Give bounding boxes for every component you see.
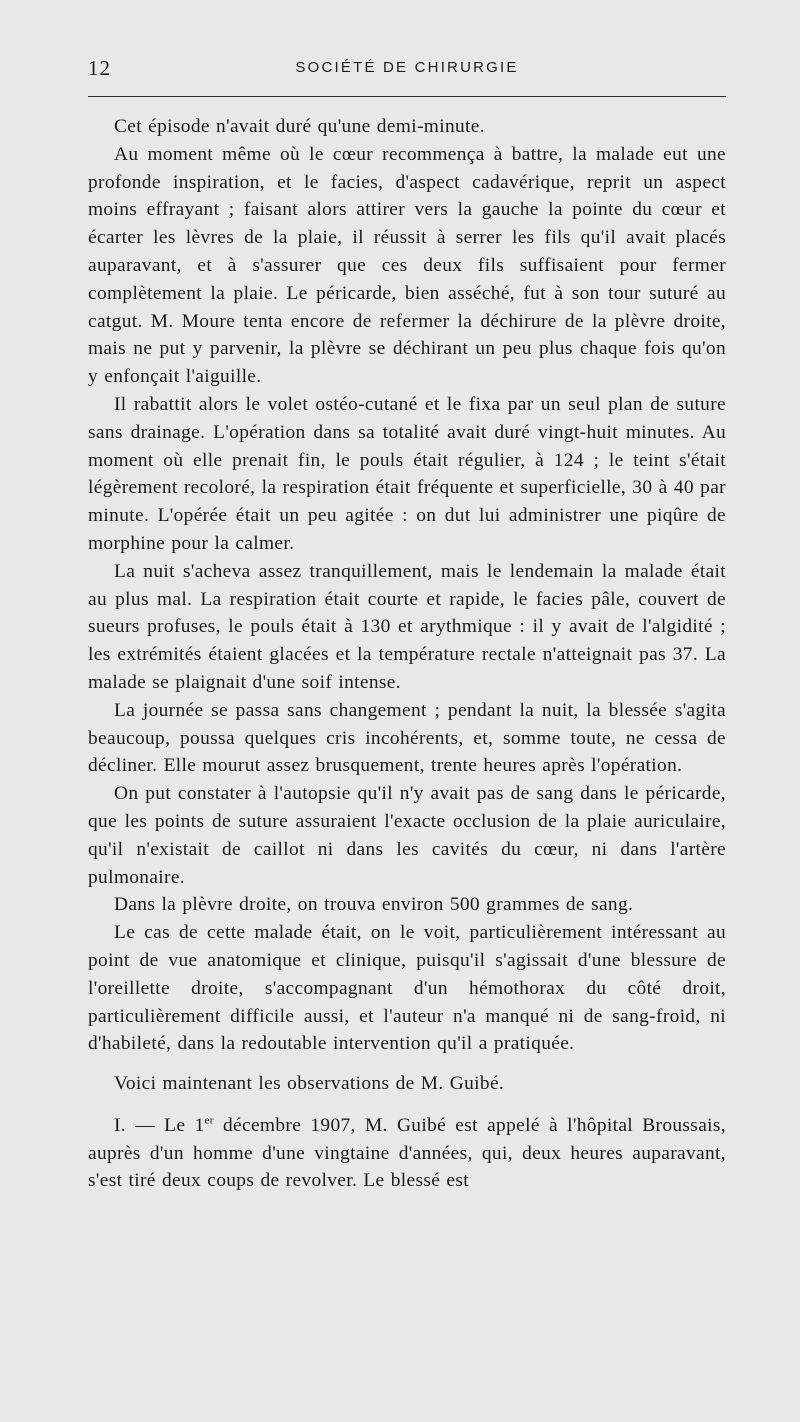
running-head: SOCIÉTÉ DE CHIRURGIE: [295, 59, 519, 76]
paragraph: On put constater à l'autopsie qu'il n'y avait pas de sang dans le péricarde, que les points de suture assuraient l'exacte occlusion de la plaie auriculaire, qu'il n'existait de caillot ni dans les cavités du cœur, ni dans l'artère pulmonaire.: [88, 783, 726, 888]
body-text: [88, 113, 726, 1195]
paragraph: La nuit s'acheva assez tranquillement, mais le lendemain la malade était au plus mal. La respiration était courte et rapide, le facies pâle, couvert de sueurs profuses, le pouls était à 130 et arythmique : il y avait de l'algidité ; les extrémités étaient glacées et la température rectale n'atteignait pas 37. La malade se plaignait d'une soif intense.: [88, 560, 726, 693]
observation-1: [88, 1112, 726, 1195]
paragraph: La journée se passa sans changement ; pendant la nuit, la blessée s'agita beaucoup, poussa quelques cris incohérents, et, somme toute, ne cessa de décliner. Elle mourut assez brusquement, trente heures après l'opération.: [88, 699, 726, 777]
observations-intro: Voici maintenant les observations de M. Guibé.: [114, 1073, 505, 1095]
paragraph: Le cas de cette malade était, on le voit, particulièrement intéressant au point de vue anatomique et clinique, puisqu'il s'agissait d'une blessure de l'oreillette droite, s'accompagnant d'un hémothorax du côté droit, particulièrement difficile aussi, et l'auteur n'a manqué ni de sang-froid, ni d'habileté, dans la redoutable intervention qu'il a pratiquée.: [88, 922, 726, 1055]
observation-1-sup: er: [204, 1114, 214, 1127]
paragraph: Au moment même où le cœur recommença à battre, la malade eut une profonde inspiration, et le facies, d'aspect cadavérique, reprit un aspect moins effrayant ; faisant alors attirer vers la gauche la pointe du cœur et écarter les lèvres de la plaie, il réussit à serrer les fils qu'il avait placés auparavant, et à s'assurer que ces deux fils suffisaient pour fermer complètement la plaie. Le péricarde, bien asséché, fut à son tour suturé au catgut. M. Moure tenta encore de refermer la déchirure de la plèvre droite, mais ne put y parvenir, la plèvre se déchirant un peu plus chaque fois qu'on y enfonçait l'aiguille.: [88, 143, 726, 388]
paragraph: Dans la plèvre droite, on trouva environ 500 grammes de sang.: [114, 894, 634, 916]
paragraph: Cet épisode n'avait duré qu'une demi-minute.: [114, 116, 485, 137]
paragraph: Il rabattit alors le volet ostéo-cutané et le fixa par un seul plan de suture sans drainage. L'opération dans sa totalité avait duré vingt-huit minutes. Au moment où elle prenait fin, le pouls était régulier, à 124 ; le teint s'était légèrement recoloré, la respiration était fréquente et superficielle, 30 à 40 par minute. L'opérée était un peu agitée : on dut lui administrer une piqûre de morphine pour la calmer.: [88, 393, 726, 554]
header-rule: [88, 96, 726, 97]
page-header: [88, 56, 726, 80]
observation-1-text: décembre 1907, M. Guibé est appelé à l'hôpital Broussais, auprès d'un homme d'une vingtaine d'années, qui, deux heures auparavant, s'est tiré deux coups de revolver. Le blessé est: [88, 1114, 726, 1192]
observation-1-prefix: I. — Le 1: [114, 1114, 205, 1136]
page-number: 12: [88, 56, 111, 80]
